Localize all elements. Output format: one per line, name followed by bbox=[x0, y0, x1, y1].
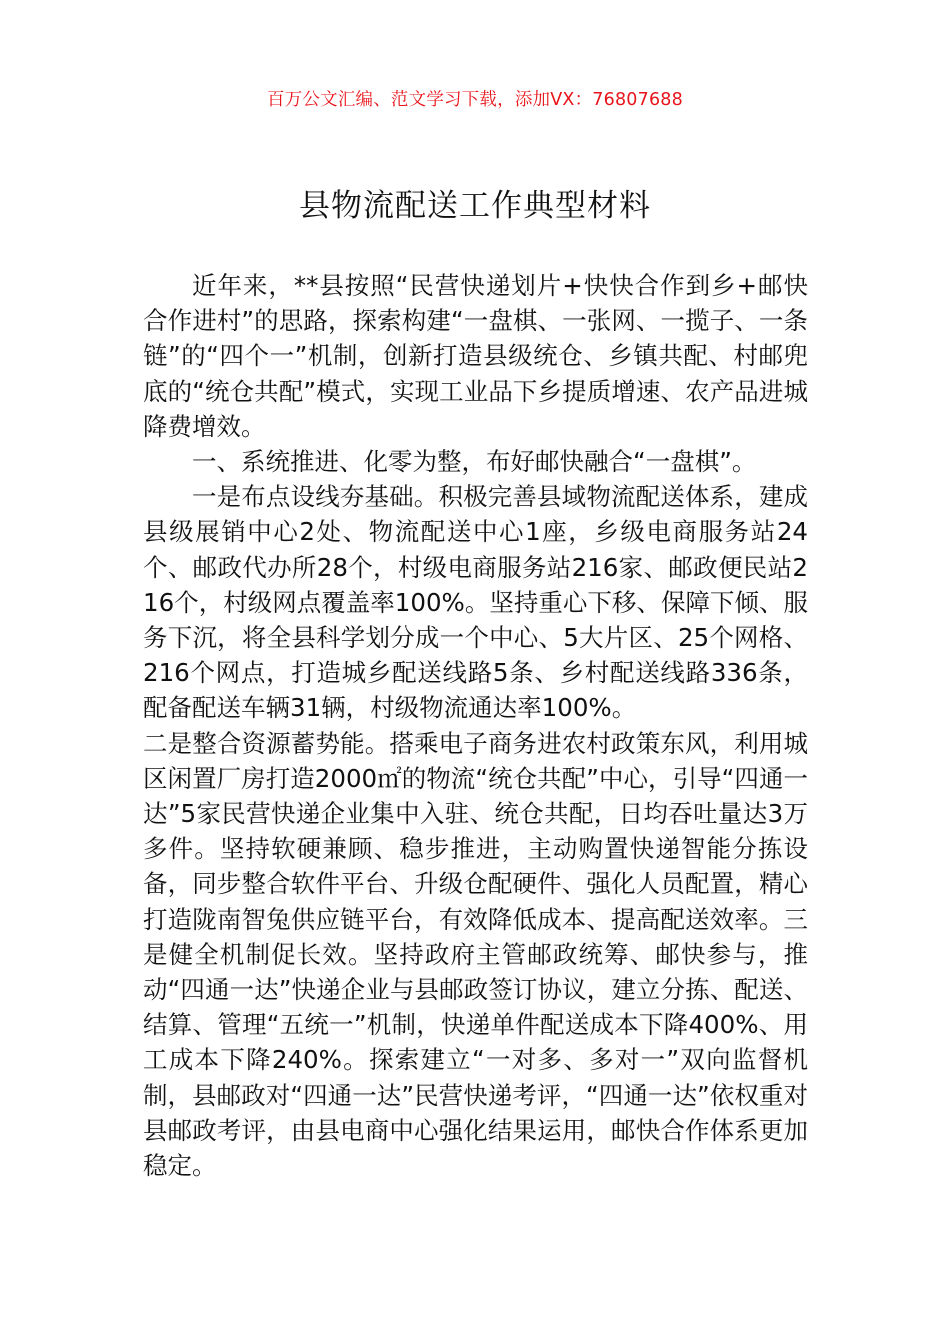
paragraph-integrate-resources: 二是整合资源蓄势能。搭乘电子商务进农村政策东风，利用城区闲置厂房打造2000㎡的物流“统仓共配”中心，引导“四通一达”5家民营快递企业集中入驻、统仓共配，日均吞吐量达3万多件。坚持软硬兼顾、稳步推进，主动购置快递智能分拣设备，同步整合软件平台、升级仓配硬件、强化人员配置，精心打造陇南智兔供应链平台，有效降低成本、提高配送效率。三是健全机制促长效。坚持政府主管邮政统筹、邮快参与，推动“四通一达”快递企业与县邮政签订协议，建立分拣、配送、结算、管理“五统一”机制，快递单件配送成本下降400%、用工成本下降240%。探索建立“一对多、多对一”双向监督机制，县邮政对“四通一达”民营快递考评，“四通一达”依权重对县邮政考评，由县电商中心强化结果运用，邮快合作体系更加稳定。 bbox=[143, 728, 808, 1181]
document-body bbox=[143, 268, 808, 1183]
paragraph-section-one-heading: 一、系统推进、化零为整，布好邮快融合“一盘棋”。 bbox=[192, 447, 757, 477]
header-watermark-note: 百万公文汇编、范文学习下载，添加VX：76807688 bbox=[267, 90, 683, 110]
paragraph-intro: 近年来，**县按照“民营快递划片+快快合作到乡+邮快合作进村”的思路，探索构建“一盘棋、一张网、一揽子、一条链”的“四个一”机制，创新打造县级统仓、乡镇共配、村邮兜底的“统仓共配”模式，实现工业品下乡提质增速、农产品进城降费增效。 bbox=[143, 271, 808, 441]
document-title: 县物流配送工作典型材料 bbox=[299, 188, 651, 224]
paragraph-layout-lines: 一是布点设线夯基础。积极完善县域物流配送体系，建成县级展销中心2处、物流配送中心1座，乡级电商服务站24个、邮政代办所28个，村级电商服务站216家、邮政便民站216个，村级网点覆盖率100%。坚持重心下移、保障下倾、服务下沉，将全县科学划分成一个中心、5大片区、25个网格、216个网点，打造城乡配送线路5条、乡村配送线路336条，配备配送车辆31辆，村级物流通达率100%。 bbox=[143, 482, 808, 723]
